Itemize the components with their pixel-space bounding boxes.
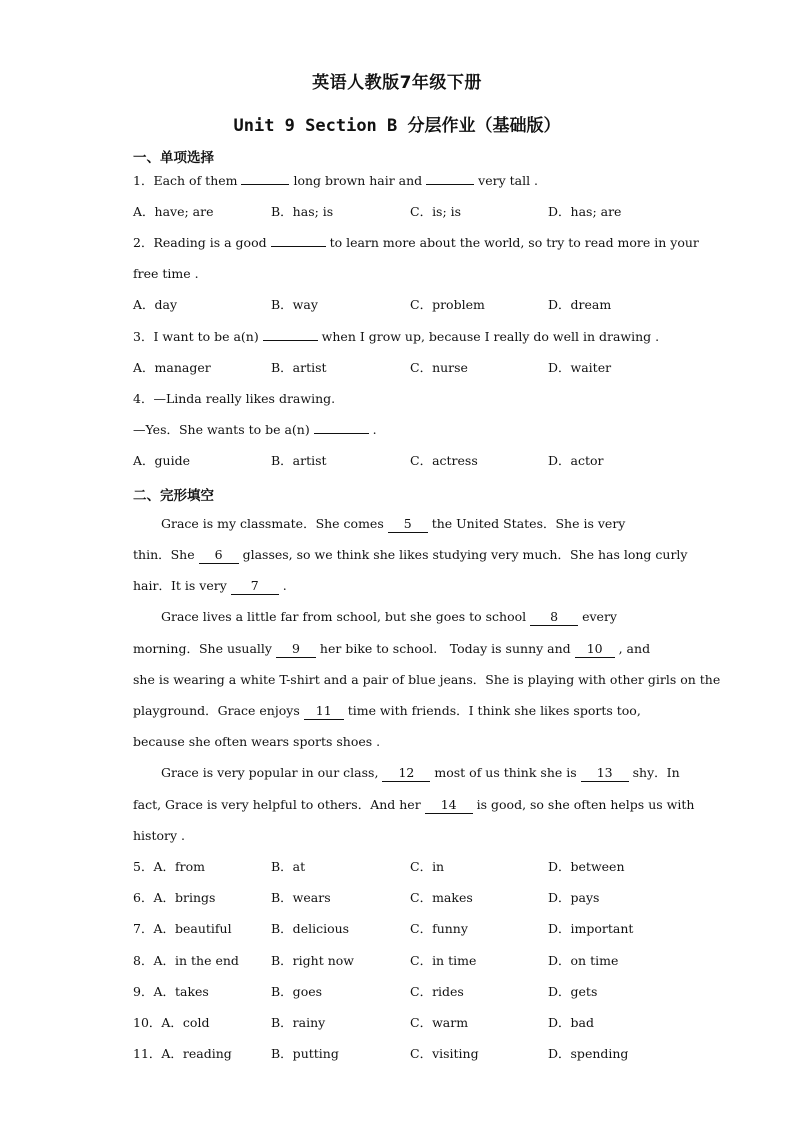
worksheet-subtitle: Unit 9 Section B 分层作业（基础版） — [233, 116, 561, 136]
option-c: C．problem — [410, 297, 485, 312]
option-a: 11．A．reading — [133, 1046, 232, 1061]
option-d: D．waiter — [548, 360, 612, 375]
cloze-blank-7: 7 — [231, 578, 279, 595]
passage-line: Grace lives a little far from school, but she goes to school 8 every — [161, 609, 617, 624]
passage-line: she is wearing a white T-shirt and a pair of blue jeans．She is playing with other girls on the — [133, 672, 721, 687]
option-b: B．rainy — [271, 1015, 326, 1030]
option-b: B．wears — [271, 890, 331, 905]
option-d: D．between — [548, 859, 625, 874]
option-d: D．has; are — [548, 204, 622, 219]
question-1-options — [0, 204, 794, 220]
passage-line: Grace is my classmate．She comes 5 the United States．She is very — [161, 516, 626, 531]
cloze-blank-14: 14 — [425, 797, 473, 814]
option-c: C．funny — [410, 921, 468, 936]
question-1: 1．Each of them long brown hair and very tall . — [133, 173, 539, 188]
question-4-reply: —Yes．She wants to be a(n) . — [133, 422, 377, 437]
cloze-options-11 — [0, 1046, 794, 1062]
passage-line: fact, Grace is very helpful to others．And her 14 is good, so she often helps us with — [133, 797, 695, 812]
option-d: D．gets — [548, 984, 598, 999]
option-d: D．dream — [548, 297, 612, 312]
option-a: 5．A．from — [133, 859, 205, 874]
option-c: C．in — [410, 859, 445, 874]
cloze-blank-6: 6 — [199, 547, 239, 564]
question-3: 3．I want to be a(n) when I grow up, because I really do well in drawing . — [133, 329, 660, 344]
passage-line: playground．Grace enjoys 11 time with friends．I think she likes sports too, — [133, 703, 641, 718]
cloze-blank-11: 11 — [304, 703, 344, 720]
question-4-options — [0, 453, 794, 469]
option-a: 6．A．brings — [133, 890, 216, 905]
option-c: C．actress — [410, 453, 478, 468]
option-b: B．right now — [271, 953, 354, 968]
option-d: D．important — [548, 921, 634, 936]
cloze-options-7 — [0, 921, 794, 937]
option-a: 8．A．in the end — [133, 953, 239, 968]
cloze-blank-13: 13 — [581, 765, 629, 782]
answer-blank — [426, 184, 474, 185]
option-c: C．visiting — [410, 1046, 479, 1061]
passage-line: history . — [133, 828, 185, 843]
option-b: B．goes — [271, 984, 323, 999]
option-b: B．putting — [271, 1046, 339, 1061]
option-d: D．on time — [548, 953, 619, 968]
cloze-options-9 — [0, 984, 794, 1000]
option-d: D．actor — [548, 453, 604, 468]
cloze-options-10 — [0, 1015, 794, 1031]
option-b: B．at — [271, 859, 306, 874]
option-b: B．has; is — [271, 204, 334, 219]
answer-blank — [314, 433, 369, 434]
cloze-blank-12: 12 — [382, 765, 430, 782]
cloze-options-5 — [0, 859, 794, 875]
cloze-blank-8: 8 — [530, 609, 578, 626]
section1-heading: 一、单项选择 — [133, 150, 214, 166]
cloze-blank-9: 9 — [276, 641, 316, 658]
option-a: 9．A．takes — [133, 984, 209, 999]
option-c: C．makes — [410, 890, 473, 905]
option-c: C．nurse — [410, 360, 468, 375]
question-2: 2．Reading is a good to learn more about the world, so try to read more in your — [133, 235, 699, 250]
option-d: D．pays — [548, 890, 600, 905]
passage-line: thin．She 6 glasses, so we think she likes studying very much．She has long curly — [133, 547, 688, 562]
option-a: A．manager — [133, 360, 211, 375]
section2-heading: 二、完形填空 — [133, 488, 214, 504]
answer-blank — [263, 340, 318, 341]
option-b: B．artist — [271, 360, 327, 375]
option-c: C．is; is — [410, 204, 462, 219]
question-2-options — [0, 297, 794, 313]
option-a: A．have; are — [133, 204, 214, 219]
option-c: C．warm — [410, 1015, 469, 1030]
option-a: A．day — [133, 297, 178, 312]
passage-line: Grace is very popular in our class, 12 most of us think she is 13 shy．In — [161, 765, 680, 780]
option-a: A．guide — [133, 453, 190, 468]
answer-blank — [241, 184, 289, 185]
cloze-options-6 — [0, 890, 794, 906]
cloze-blank-5: 5 — [388, 516, 428, 533]
option-d: D．spending — [548, 1046, 629, 1061]
question-2-continued: free time . — [133, 266, 199, 281]
option-b: B．delicious — [271, 921, 350, 936]
option-a: 10．A．cold — [133, 1015, 210, 1030]
option-b: B．artist — [271, 453, 327, 468]
option-b: B．way — [271, 297, 318, 312]
question-4: 4．—Linda really likes drawing. — [133, 391, 336, 406]
option-c: C．in time — [410, 953, 477, 968]
cloze-blank-10: 10 — [575, 641, 615, 658]
option-a: 7．A．beautiful — [133, 921, 232, 936]
option-d: D．bad — [548, 1015, 594, 1030]
question-3-options — [0, 360, 794, 376]
passage-line: hair．It is very 7 . — [133, 578, 287, 593]
option-c: C．rides — [410, 984, 464, 999]
worksheet-title: 英语人教版7年级下册 — [312, 73, 482, 93]
passage-line: morning．She usually 9 her bike to school. Today is sunny and 10 , and — [133, 641, 651, 656]
answer-blank — [271, 246, 326, 247]
cloze-options-8 — [0, 953, 794, 969]
passage-line: because she often wears sports shoes . — [133, 734, 381, 749]
